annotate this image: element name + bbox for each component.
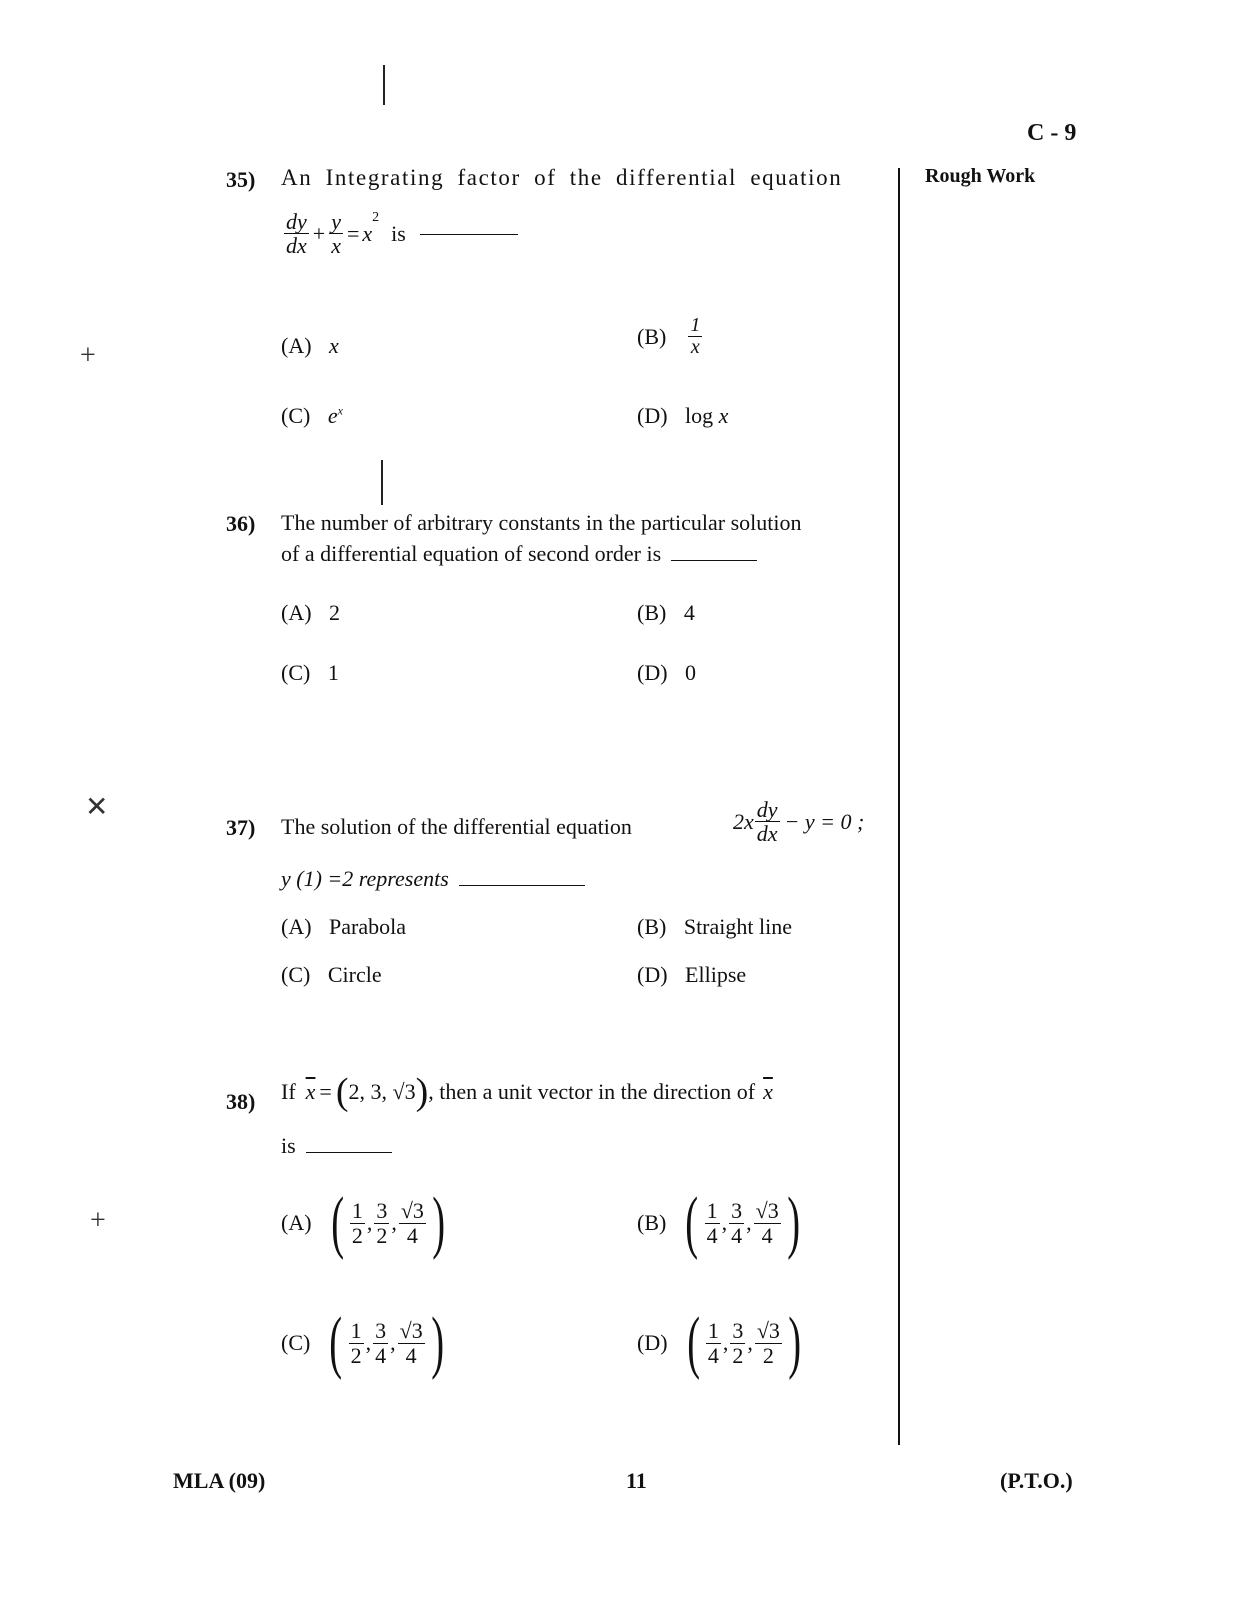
option-a: (A) ( $\frac{1}{2}$ , $\frac{3}{2}$ , $\frac{√3}{4}$ ) xyxy=(281,1184,446,1261)
option-b: (B) $\frac{1}{x}$ xyxy=(637,314,701,358)
option-c: (C) $e^x$ xyxy=(281,403,343,428)
answer-blank xyxy=(671,559,757,561)
answer-blank xyxy=(420,233,518,235)
question-number: 36) xyxy=(226,511,256,536)
scan-mark xyxy=(381,460,383,505)
question-text: The number of arbitrary constants in the particular solution xyxy=(281,510,802,535)
question-text: If $\overline{x}$ = ( 2, 3, √3 ) , then a unit vector in the direction of $\overline{x}$ xyxy=(281,1071,773,1113)
option-d: (D) ( $\frac{1}{4}$ , $\frac{3}{2}$ , $\frac{√3}{2}$ ) xyxy=(637,1304,802,1381)
question-text: The solution of the differential equation xyxy=(281,814,632,839)
page-code: C - 9 xyxy=(1027,120,1077,146)
question-text: An Integrating factor of the differential equation xyxy=(281,165,843,190)
option-d: (D) log x xyxy=(637,403,729,428)
margin-cross-mark: + xyxy=(80,340,96,371)
scan-mark xyxy=(383,65,385,105)
question-text: y (1) =2 represents xyxy=(281,866,585,892)
option-a: (A) x xyxy=(281,333,339,358)
option-b: (B) ( $\frac{1}{4}$ , $\frac{3}{4}$ , $\frac{√3}{4}$ ) xyxy=(637,1184,800,1261)
question-number: 37) xyxy=(226,815,256,840)
option-c: (C) ( $\frac{1}{2}$ , $\frac{3}{4}$ , $\frac{√3}{4}$ ) xyxy=(281,1304,444,1381)
option-b: (B) Straight line xyxy=(637,914,792,939)
question-text: of a differential equation of second order is xyxy=(281,541,757,567)
rough-work-divider xyxy=(898,168,900,1445)
option-b: (B) 4 xyxy=(637,600,695,625)
option-d: (D) Ellipse xyxy=(637,962,747,987)
page-number: 11 xyxy=(626,1468,647,1493)
margin-cross-mark: ✕ xyxy=(85,792,109,823)
rough-work-label: Rough Work xyxy=(925,165,1036,187)
margin-cross-mark: + xyxy=(90,1205,106,1236)
footer-code: MLA (09) xyxy=(173,1468,266,1493)
pto-label: (P.T.O.) xyxy=(1000,1468,1073,1493)
question-number: 35) xyxy=(226,167,256,192)
option-c: (C) 1 xyxy=(281,660,339,685)
equation: 2x $\frac{dy}{dx}$ − y = 0 ; xyxy=(733,797,865,847)
answer-blank xyxy=(459,884,585,886)
question-text: is xyxy=(281,1133,392,1159)
answer-blank xyxy=(306,1151,392,1153)
option-d: (D) 0 xyxy=(637,660,697,685)
option-a: (A) Parabola xyxy=(281,914,407,939)
question-number: 38) xyxy=(226,1089,256,1114)
option-c: (C) Circle xyxy=(281,962,382,987)
option-a: (A) 2 xyxy=(281,600,341,625)
equation: $\frac{dy}{dx}$ + $\frac{y}{x}$ = x 2 is xyxy=(283,210,518,257)
